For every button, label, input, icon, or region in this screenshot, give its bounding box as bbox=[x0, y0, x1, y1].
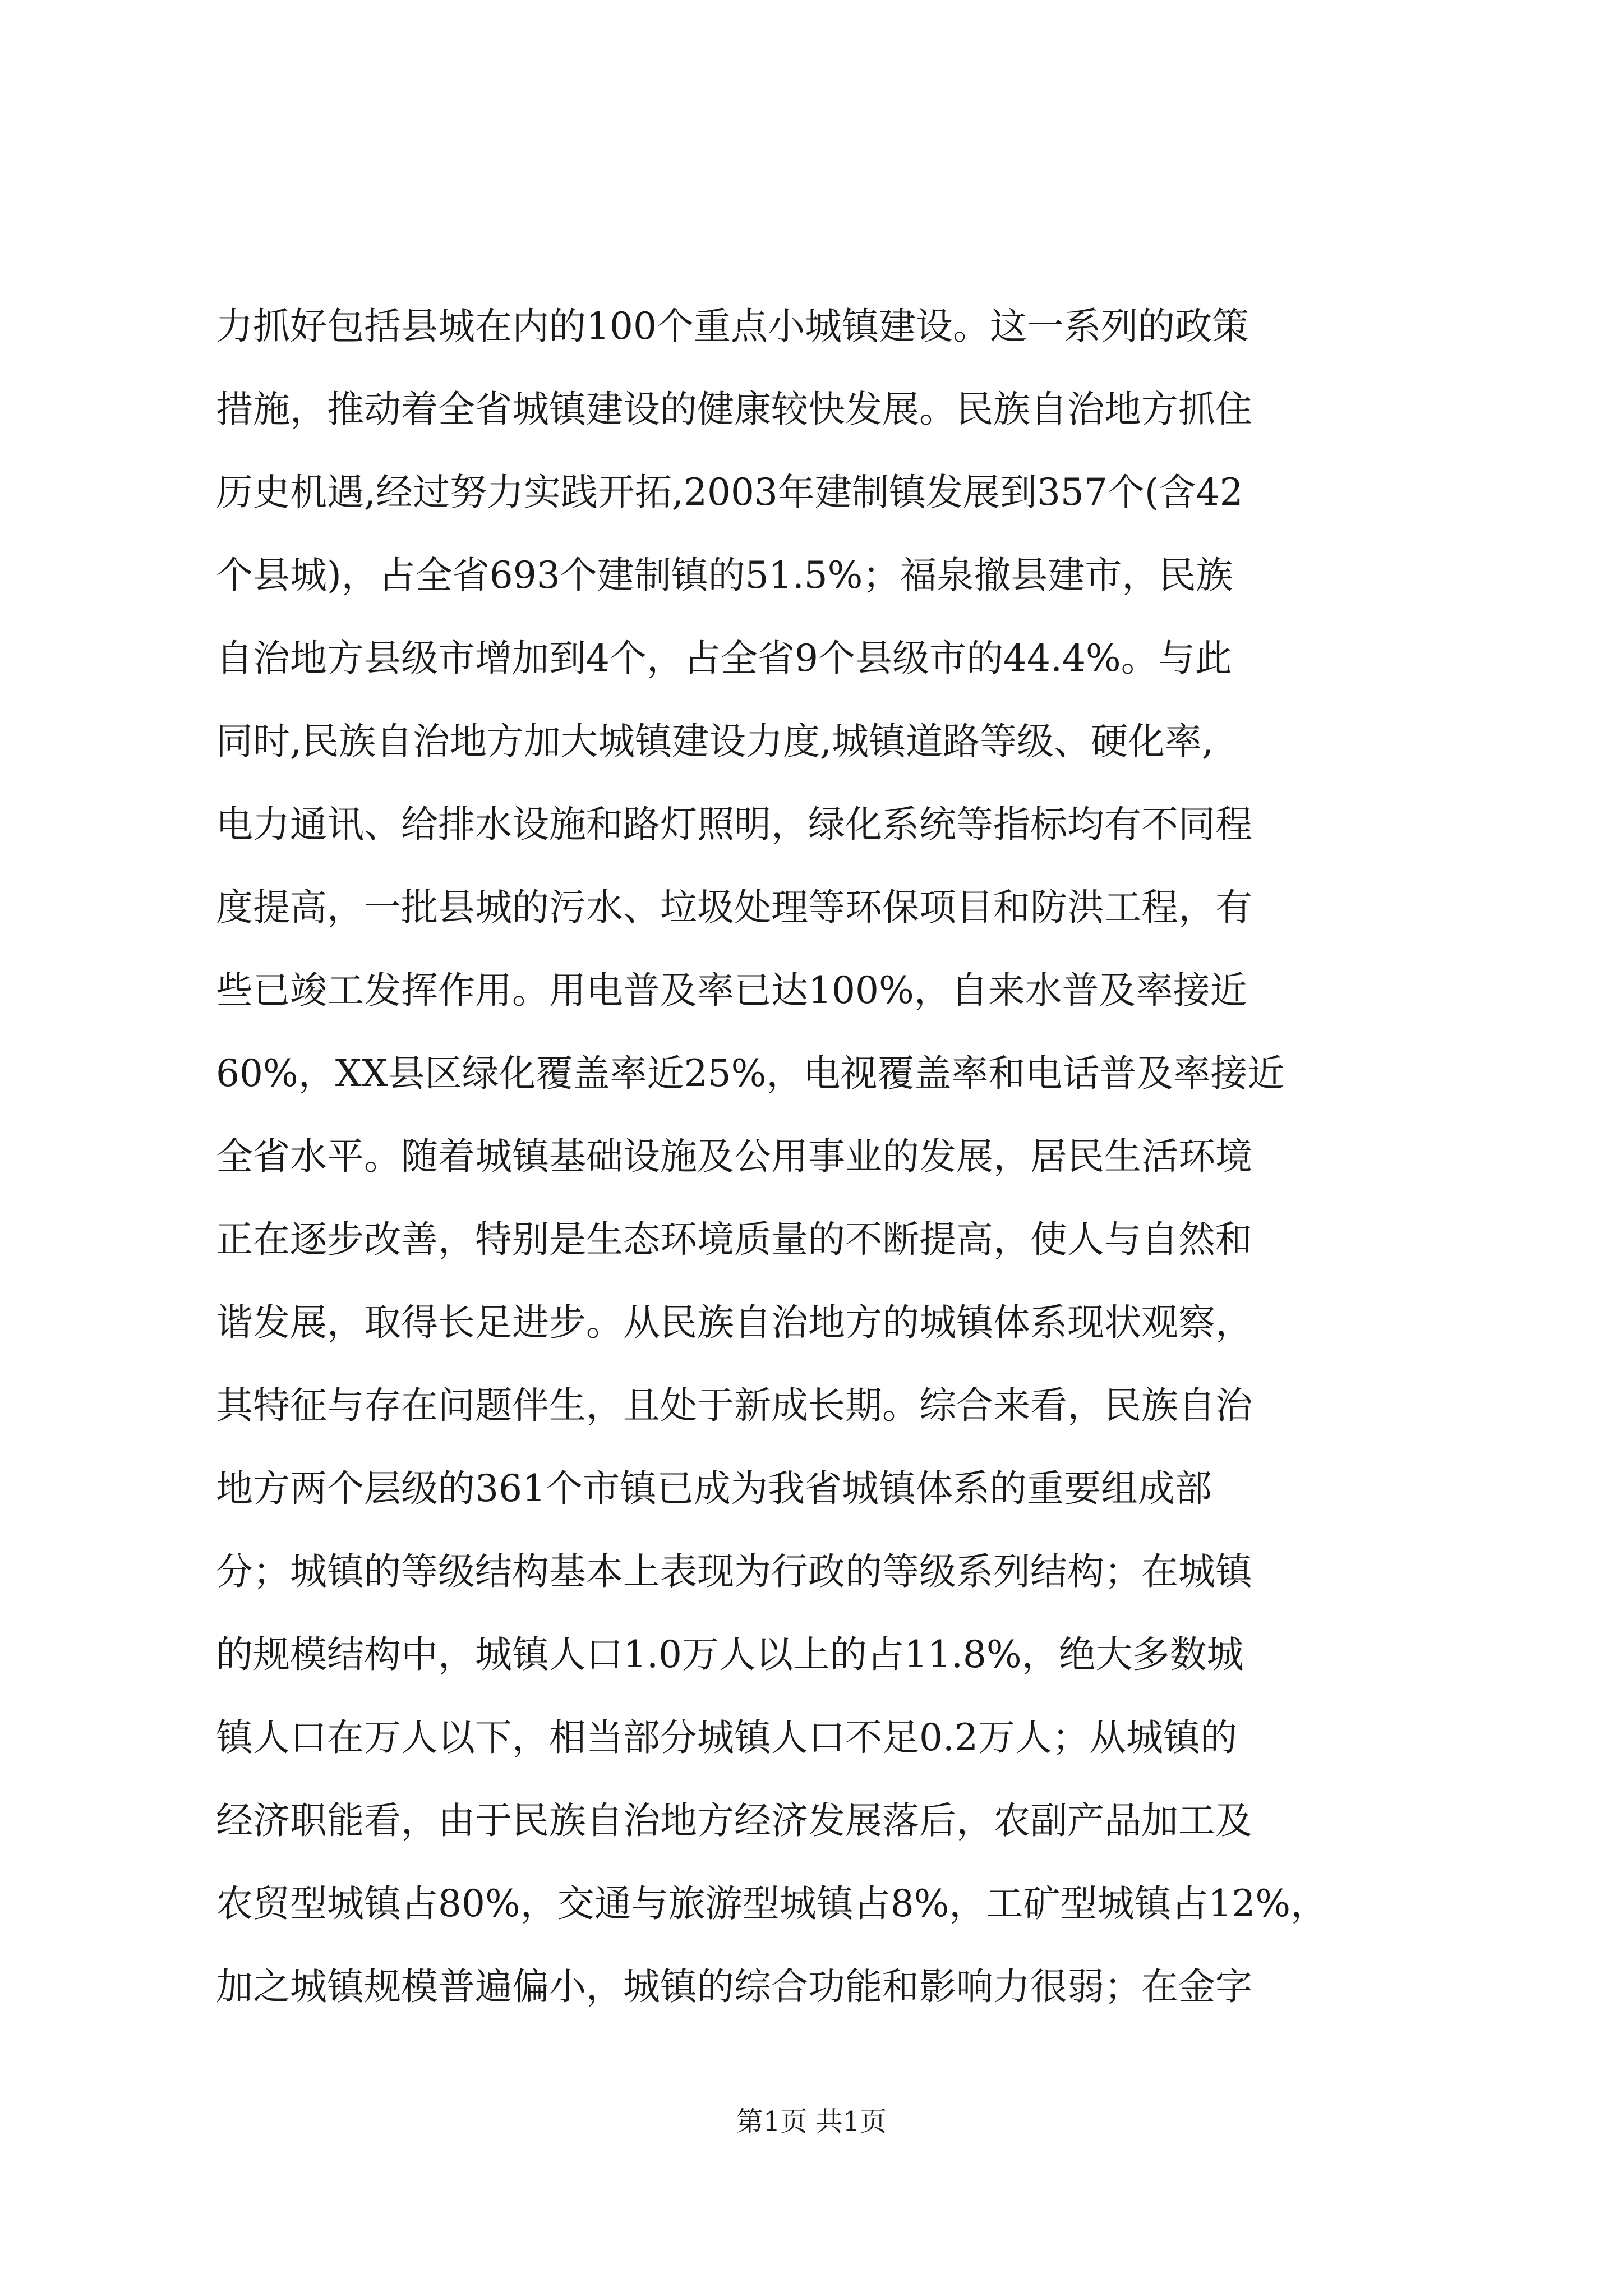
text-line: 力抓好包括县城在内的100个重点小城镇建设。这一系列的政策 bbox=[216, 305, 1249, 348]
text-line: 自治地方县级市增加到4个，占全省9个县级市的44.4%。与此 bbox=[216, 637, 1232, 680]
text-line: 地方两个层级的361个市镇已成为我省城镇体系的重要组成部 bbox=[216, 1467, 1212, 1510]
text-line: 分；城镇的等级结构基本上表现为行政的等级系列结构；在城镇 bbox=[216, 1550, 1252, 1593]
text-line: 历史机遇,经过努力实践开拓,2003年建制镇发展到357个(含42 bbox=[216, 471, 1243, 514]
text-line: 电力通讯、给排水设施和路灯照明，绿化系统等指标均有不同程 bbox=[216, 803, 1252, 846]
page-number: 第1页 共1页 bbox=[736, 2106, 887, 2137]
text-line: 个县城)，占全省693个建制镇的51.5%；福泉撤县建市，民族 bbox=[216, 554, 1233, 597]
text-line: 镇人口在万人以下，相当部分城镇人口不足0.2万人；从城镇的 bbox=[216, 1716, 1237, 1759]
text-line: 正在逐步改善，特别是生态环境质量的不断提高，使人与自然和 bbox=[216, 1218, 1252, 1261]
text-line: 60%，XX县区绿化覆盖率近25%，电视覆盖率和电话普及率接近 bbox=[216, 1052, 1285, 1095]
text-line: 谐发展，取得长足进步。从民族自治地方的城镇体系现状观察， bbox=[216, 1301, 1252, 1344]
text-line: 度提高，一批县城的污水、垃圾处理等环保项目和防洪工程，有 bbox=[216, 886, 1252, 929]
text-line: 措施，推动着全省城镇建设的健康较快发展。民族自治地方抓住 bbox=[216, 388, 1252, 431]
text-line: 同时,民族自治地方加大城镇建设力度,城镇道路等级、硬化率, bbox=[216, 720, 1214, 763]
text-line: 其特征与存在问题伴生，且处于新成长期。综合来看，民族自治 bbox=[216, 1384, 1252, 1427]
text-line: 些已竣工发挥作用。用电普及率已达100%，自来水普及率接近 bbox=[216, 969, 1247, 1012]
text-line: 加之城镇规模普遍偏小，城镇的综合功能和影响力很弱；在金字 bbox=[216, 1965, 1252, 2008]
text-line: 全省水平。随着城镇基础设施及公用事业的发展，居民生活环境 bbox=[216, 1135, 1252, 1178]
text-line: 农贸型城镇占80%，交通与旅游型城镇占8%，工矿型城镇占12%， bbox=[216, 1882, 1328, 1925]
text-line: 经济职能看，由于民族自治地方经济发展落后，农副产品加工及 bbox=[216, 1799, 1252, 1842]
body-paragraph bbox=[216, 285, 1467, 2028]
text-line: 的规模结构中，城镇人口1.0万人以上的占11.8%，绝大多数城 bbox=[216, 1633, 1244, 1676]
page-footer bbox=[0, 2099, 1623, 2144]
